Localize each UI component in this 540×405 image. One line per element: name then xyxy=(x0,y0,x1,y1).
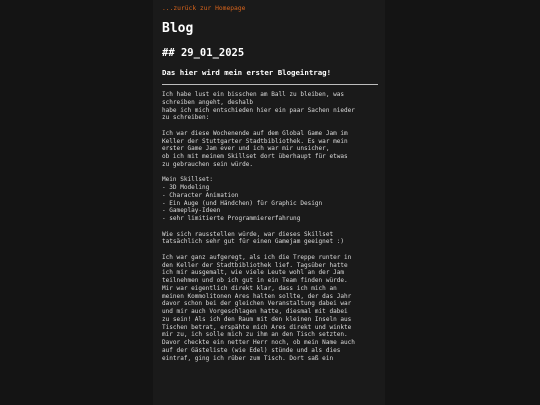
post-paragraph-skillset: Mein Skillset: - 3D Modeling - Character Animation - Ein Auge (und Händchen) für Graphic Design - Gameplay-Ideen - sehr limitierte Programmiererfahrung xyxy=(162,176,323,222)
page-title: Blog xyxy=(162,21,194,36)
post-paragraph-game-jam: Ich war diese Wochenende auf dem Global Game Jam im Keller der Stuttgarter Stadtbibliothek. Es war mein erster Game Jam ever und ich war mir unsicher, ob ich mit meinem Skillset dort überhaupt für etwas zu gebrauchen sein würde. xyxy=(162,129,348,168)
divider xyxy=(162,84,378,85)
back-to-homepage-link[interactable]: ...zurück zur Homepage xyxy=(162,5,246,12)
post-date-heading: ## 29_01_2025 xyxy=(162,47,245,59)
post-paragraph-intro: Ich habe lust ein bisschen am Ball zu bleiben, was schreiben angeht, deshalb habe ich mich entschieden hier ein paar Sachen nieder zu schreiben: xyxy=(162,91,355,122)
post-paragraph-story: Ich war ganz aufgeregt, als ich die Treppe runter in den Keller der Stadtbibliothek lief. Tagsüber hatte ich mir ausgemalt, wie viele Leute wohl an der Jam teilnehmen und ob ich gut in ein Team finden würde. Mir war eigentlich direkt klar, dass ich mich an meinen Kommolitonen Ares halten sollte, der das Jahr davor schon bei der gleichen Veranstaltung dabei war und mir auch Vorgeschlagen hatte, diesmal mit dabei zu sein! Als ich den Raum mit den kleinen Inseln aus Tischen betrat, erspähte mich Ares direkt und winkte mir zu, ich solle mich zu ihm an den Tisch setzten. Davor checkte ein netter Herr noch, ob mein Name auch auf der Gästeliste (wie Edel) stünde und als dies eintraf, ging ich rüber zum Tisch. Dort saß ein xyxy=(162,253,355,362)
post-body xyxy=(162,91,382,362)
post-paragraph-skillset-verdict: Wie sich rausstellen würde, war dieses Skillset tatsächlich sehr gut für einen Gamejam geeignet :) xyxy=(162,230,345,246)
post-headline: Das hier wird mein erster Blogeintrag! xyxy=(162,68,332,77)
blog-content xyxy=(162,5,382,370)
